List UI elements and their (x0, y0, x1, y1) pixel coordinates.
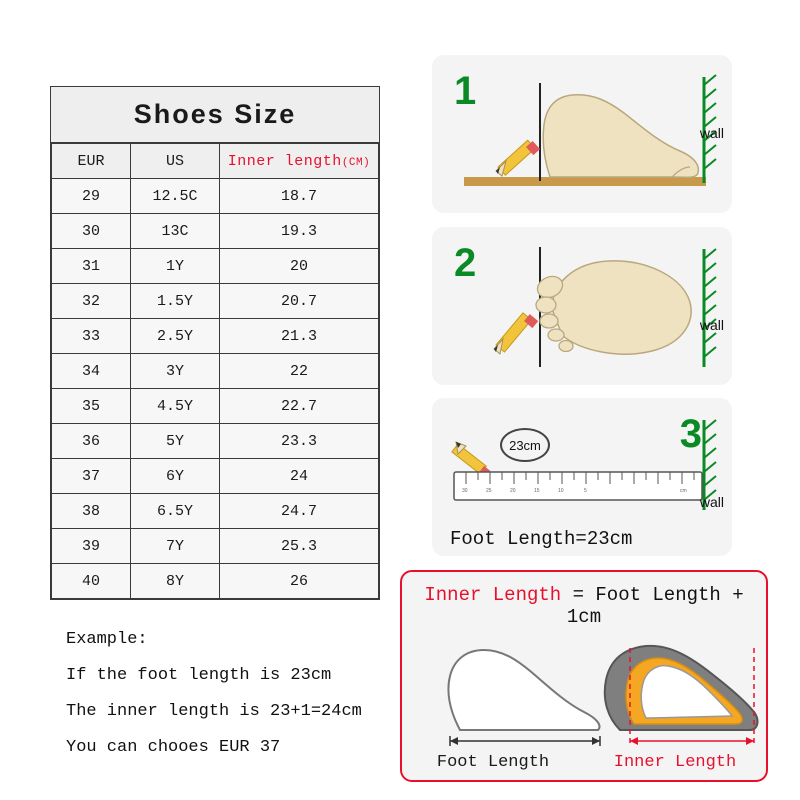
bottom-captions (402, 753, 766, 772)
cell-inner-length: 25.3 (220, 529, 379, 564)
table-header-row (52, 144, 379, 179)
table-row (52, 424, 379, 459)
cell-us: 13C (131, 214, 220, 249)
table-row (52, 354, 379, 389)
svg-text:15: 15 (534, 488, 540, 494)
table-row (52, 214, 379, 249)
cell-inner-length: 20 (220, 249, 379, 284)
step-2-wall-label: wall (699, 317, 724, 333)
table-row (52, 459, 379, 494)
cell-eur: 32 (52, 284, 131, 319)
cell-us: 3Y (131, 354, 220, 389)
table-row (52, 249, 379, 284)
table-row (52, 564, 379, 599)
cell-inner-length: 23.3 (220, 424, 379, 459)
cell-us: 5Y (131, 424, 220, 459)
shoes-size-table-card (50, 86, 380, 600)
inner-length-formula-panel (400, 570, 768, 782)
cell-us: 7Y (131, 529, 220, 564)
svg-text:5: 5 (584, 488, 587, 494)
formula-rest: = Foot Length + 1cm (561, 584, 744, 628)
cell-eur: 30 (52, 214, 131, 249)
example-line-1: If the foot length is 23cm (66, 666, 332, 685)
cell-inner-length: 22 (220, 354, 379, 389)
cell-inner-length: 24.7 (220, 494, 379, 529)
example-title: Example: (66, 630, 148, 649)
step-1-panel (432, 55, 732, 213)
cell-eur: 33 (52, 319, 131, 354)
cell-inner-length: 22.7 (220, 389, 379, 424)
caption-foot-length: Foot Length (436, 753, 550, 772)
example-block (66, 622, 396, 766)
cell-inner-length: 20.7 (220, 284, 379, 319)
step-3-panel (432, 398, 732, 556)
table-row (52, 319, 379, 354)
example-line-3: You can chooes EUR 37 (66, 738, 281, 757)
table-row (52, 179, 379, 214)
cell-us: 4.5Y (131, 389, 220, 424)
step-2-illustration (432, 227, 732, 385)
svg-text:cm: cm (680, 488, 687, 494)
step-3-caption: Foot Length=23cm (450, 528, 633, 550)
foot-vs-shoe-illustration (402, 614, 766, 754)
cell-eur: 39 (52, 529, 131, 564)
formula-inner-length: Inner Length (424, 584, 562, 606)
cell-eur: 36 (52, 424, 131, 459)
cell-inner-length: 26 (220, 564, 379, 599)
step-1-number: 1 (454, 69, 477, 113)
step-3-number: 3 (679, 412, 702, 456)
shoes-size-table (51, 143, 379, 599)
cell-inner-length: 19.3 (220, 214, 379, 249)
cell-eur: 37 (52, 459, 131, 494)
cell-eur: 29 (52, 179, 131, 214)
table-row (52, 529, 379, 564)
svg-text:20: 20 (510, 488, 516, 494)
cell-inner-length: 21.3 (220, 319, 379, 354)
header-inner-length (220, 144, 379, 179)
header-inner-length-unit: (CM) (341, 156, 371, 169)
header-inner-length-text: Inner length (227, 152, 342, 170)
step-2-panel (432, 227, 732, 385)
table-row (52, 389, 379, 424)
cell-us: 2.5Y (131, 319, 220, 354)
cell-eur: 40 (52, 564, 131, 599)
svg-text:30: 30 (462, 488, 468, 494)
cell-inner-length: 18.7 (220, 179, 379, 214)
cell-eur: 35 (52, 389, 131, 424)
step-1-wall-label: wall (699, 125, 724, 141)
step-2-number: 2 (454, 241, 477, 285)
caption-inner-length: Inner Length (613, 753, 737, 772)
header-us: US (131, 144, 220, 179)
svg-text:25: 25 (486, 488, 492, 494)
step-3-wall-label: wall (699, 494, 724, 510)
cell-us: 8Y (131, 564, 220, 599)
cell-us: 6.5Y (131, 494, 220, 529)
table-title: Shoes Size (51, 87, 379, 143)
cell-us: 1Y (131, 249, 220, 284)
step-1-illustration (432, 55, 732, 213)
cell-us: 6Y (131, 459, 220, 494)
cell-inner-length: 24 (220, 459, 379, 494)
header-eur: EUR (52, 144, 131, 179)
table-row (52, 284, 379, 319)
cell-eur: 38 (52, 494, 131, 529)
table-row (52, 494, 379, 529)
example-line-2: The inner length is 23+1=24cm (66, 702, 362, 721)
measurement-bubble: 23cm (500, 428, 550, 462)
cell-us: 1.5Y (131, 284, 220, 319)
svg-text:10: 10 (558, 488, 564, 494)
cell-eur: 34 (52, 354, 131, 389)
cell-eur: 31 (52, 249, 131, 284)
cell-us: 12.5C (131, 179, 220, 214)
